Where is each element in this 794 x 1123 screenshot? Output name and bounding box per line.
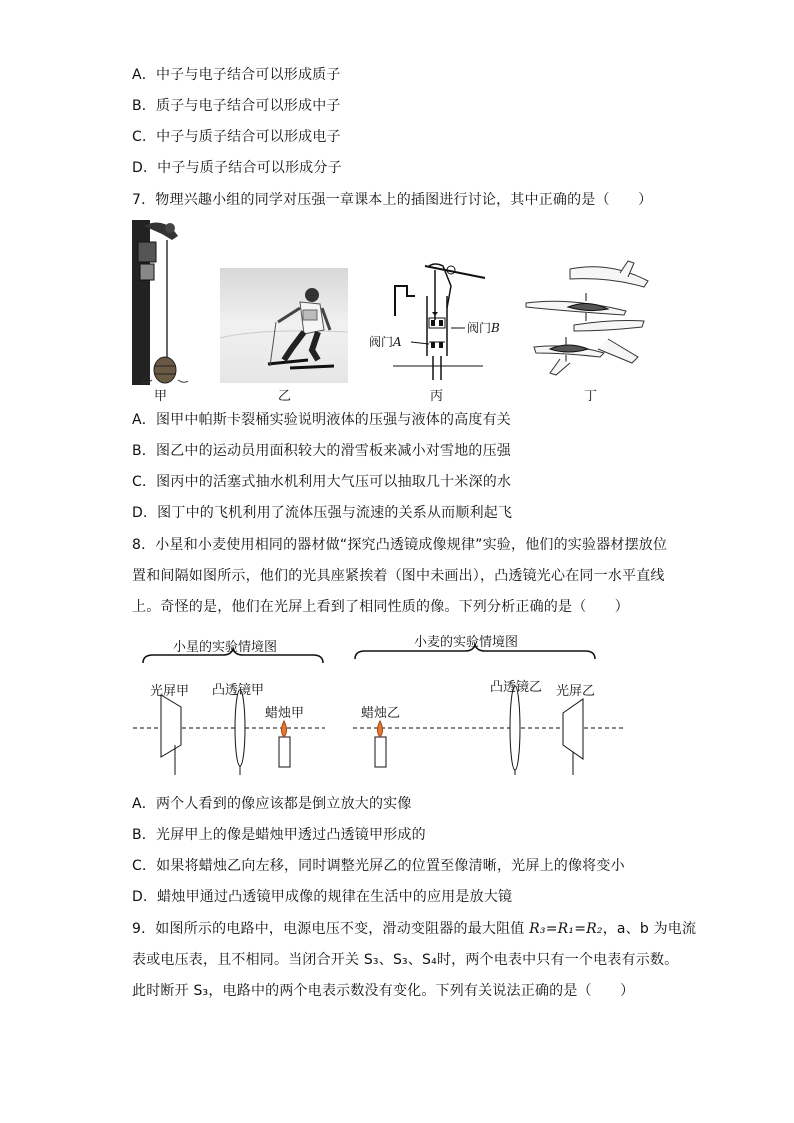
caption-yi: 乙: [278, 389, 292, 404]
q6-option-b: B．质子与电子结合可以形成中子: [132, 98, 341, 114]
q8-option-c: C．如果将蜡烛乙向左移，同时调整光屏乙的位置至像清晰，光屏上的像将变小: [132, 858, 625, 874]
q8-stem-line3: 上。奇怪的是，他们在光屏上看到了相同性质的像。下列分析正确的是（ ）: [132, 599, 629, 615]
q7-stem: 7．物理兴趣小组的同学对压强一章课本上的插图进行讨论，其中正确的是（ ）: [132, 192, 653, 208]
label-candle-a: 蜡烛甲: [265, 706, 305, 721]
q8-option-a: A．两个人看到的像应该都是倒立放大的实像: [132, 796, 412, 812]
q7-option-c: C．图丙中的活塞式抽水机利用大气压可以抽取几十米深的水: [132, 474, 512, 490]
caption-bing: 丙: [430, 389, 444, 404]
q9-stem-line1: [132, 919, 696, 939]
fig-left-title: 小星的实验情境图: [173, 640, 278, 655]
q7-option-b: B．图乙中的运动员用面积较大的滑雪板来减小对雪地的压强: [132, 443, 512, 459]
label-lens-a: 凸透镜甲: [212, 683, 265, 698]
q6-option-c: C．中子与质子结合可以形成电子: [132, 129, 341, 145]
q8-stem-line1: 8．小星和小麦使用相同的器材做“探究凸透镜成像规律”实验，他们的实验器材摆放位: [132, 537, 668, 553]
q9-formula: R₃=R₁=R₂: [529, 921, 603, 937]
q7-option-a: A．图甲中帕斯卡裂桶实验说明液体的压强与液体的高度有关: [132, 412, 511, 428]
q6-option-a: A．中子与电子结合可以形成质子: [132, 67, 341, 83]
svg-text:阀门A: 阀门A: [369, 335, 402, 349]
label-lens-b: 凸透镜乙: [490, 680, 543, 695]
q9-stem1-pre: 9．如图所示的电路中，电源电压不变，滑动变阻器的最大阻值: [132, 921, 530, 937]
label-screen-b: 光屏乙: [556, 684, 596, 699]
airplane-lift-figure: [520, 255, 650, 385]
svg-text:阀门B: 阀门B: [467, 321, 500, 335]
label-screen-a: 光屏甲: [150, 684, 190, 699]
q9-stem1-post: ，a、b 为电流: [602, 921, 697, 937]
q8-option-b: B．光屏甲上的像是蜡烛甲透过凸透镜甲形成的: [132, 827, 426, 843]
q6-option-d: D．中子与质子结合可以形成分子: [132, 160, 342, 176]
q9-stem-line3: 此时断开 S₃，电路中的两个电表示数没有变化。下列有关说法正确的是（ ）: [132, 983, 635, 999]
q9-stem-line2: 表或电压表，且不相同。当闭合开关 S₃、S₃、S₄时，两个电表中只有一个电表有示数。: [132, 952, 679, 968]
fig-right-title: 小麦的实验情境图: [414, 635, 519, 650]
label-candle-b: 蜡烛乙: [361, 706, 401, 721]
caption-jia: 甲: [154, 389, 168, 404]
q8-stem-line2: 置和间隔如图所示，他们的光具座紧挨着（图中未画出），凸透镜光心在同一水平直线: [132, 568, 665, 584]
pascal-barrel-figure: [130, 220, 192, 385]
skier-figure: [220, 268, 348, 383]
q8-option-d: D．蜡烛甲通过凸透镜甲成像的规律在生活中的应用是放大镜: [132, 889, 513, 905]
piston-pump-figure: [365, 258, 500, 383]
q7-option-d: D．图丁中的飞机利用了流体压强与流速的关系从而顺利起飞: [132, 505, 513, 521]
caption-ding: 丁: [584, 389, 598, 404]
